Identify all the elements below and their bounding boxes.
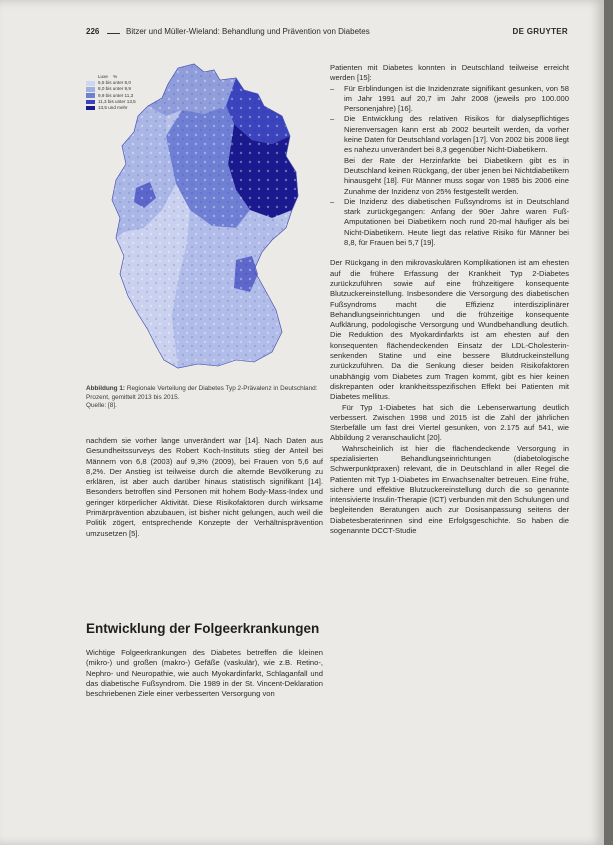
caption-source: Quelle: [8]. [86,402,117,410]
legend-swatch [86,100,95,105]
legend-item: 11,3 bis unter 13,5 [86,99,136,105]
caption-text: Regionale Verteilung der Diabetes Typ 2-Prävalenz in Deutschland: Prozent, gemittelt 2013 bis 2015. [86,385,318,401]
legend-swatch [86,81,95,86]
legend-item: 9,9 bis unter 11,3 [86,93,136,99]
prevalence-map-figure [86,60,318,378]
left-column-text-2 [86,648,323,699]
legend-item: 8,0 bis unter 9,9 [86,86,136,92]
bullet-list [330,84,569,249]
legend-item: 13,5 und mehr [86,105,136,111]
list-item: Bei der Rate der Herzinfarkte bei Diabetikern gibt es in Deutschland keinen Rückgang, der über jenen bei Nichtdiabetikern hinausgeht [18]. Für Männer muss sogar von 1985 bis 2006 eine Zunahme der Inzidenz von 25% festgestellt werden. [344,155,570,196]
page-number: 226 [86,27,100,36]
map-legend [86,74,136,111]
header-divider [107,33,120,34]
paragraph: Wahrscheinlich ist hier die flächendeckende Versorgung in spezialisierten Behandlungseinrichtungen (diabetologische Schwerpunktpraxen) relevant, die in Deutschland in aller Regel die Patienten mit Typ 1-Diabetes im Erwachsenalter betreuen. Eine frühe, sichere und effektive Blutzuckereinstellung durch die so genannte intensivierte Insulin-Therapie (ICT) verbunden mit den Schulungen und begleitenden Beratungen auch zur Dosisanpassung seitens der Diabetesberaterinnen sind eine Erfolgsgeschichte. So haben die sogenannte DCCT-Studie [330,443,569,536]
right-column-text [330,63,569,536]
legend-swatch [86,93,95,98]
legend-header: Luxe % [98,74,118,79]
left-column-text [86,436,323,539]
legend-swatch [86,87,95,92]
page-header [66,27,566,41]
caption-label: Abbildung 1: [86,385,126,392]
list-item: – Die Entwicklung des relativen Risikos für dialysepflichtiges Nierenversagen kann erst ab 2002 beurteilt werden, da vorher keine Daten für Deutschland vorlagen [17]. Von 2002 bis 2008 liegt es nahezu unverändert bei 8,3 gegenüber Nicht-Diabetikern. [330,114,570,155]
paragraph: Patienten mit Diabetes konnten in Deutschland teilweise erreicht werden [15]: [330,63,569,83]
running-title: Bitzer und Müller-Wieland: Behandlung und Prävention von Diabetes [126,27,370,36]
legend-item: 5,5 bis unter 8,0 [86,80,136,86]
figure-caption [86,385,318,411]
paragraph: Der Rückgang in den mikrovaskulären Komplikationen ist am ehesten auf die frühere Erfassung der Krankheit Typ 2-Diabetes zurückzuführen sowie auf eine frühzeitigere konsequente Blutzuckereinstellung. Insbesondere die Versorgung des diabetischen Fußsyndroms macht die Effizienz interdisziplinärer Behandlungseinrichtungen und die frühzeitige konsequente Aufklärung, podologische Versorgung und Wundbehandlung deutlich. Die Reduktion des Myokardinfarkts ist am ehesten auf den konsequenten flächendeckenden Einsatz der LDL-Cholesterin-senkenden Statine und eine bessere Blutdruckeinstellung zurückzuführen. Da die Senkung dieser beiden Risikofaktoren unabhängig vom Diabetes zum Tragen kommt, gibt es hier keinen diskrepanten oder krankheitsspezifischen Effekt bei Patienten mit Diabetes mellitus. [330,258,569,402]
list-item: – Für Erblindungen ist die Inzidenzrate signifikant gesunken, von 58 im Jahr 1991 auf 20,7 im Jahr 2008 (jeweils pro 100.000 Personenjahre) [16]. [330,83,569,114]
paragraph: nachdem sie vorher lange unverändert war [14]. Nach Daten aus Gesundheitssurveys des Robert Koch-Instituts stieg der Anteil bei Männern von 6,8 (2003) auf 9,3% (2009), bei Frauen von 5,6 auf 8,2%. Der Anstieg ist teilweise durch die alternde Bevölkerung zu erklären, ist aber auch darüber hinaus statistisch signifikant [14]. Besonders betroffen sind Personen mit hohem Body-Mass-Index und geringer körperlicher Aktivität. Diese Risikofaktoren durch wirksame Primärprävention abzubauen, ist bisher nicht gelungen, auch weil die Politik zögert, entsprechende Konzepte der Verhältnisprävention umzusetzen [5]. [86,436,323,538]
paragraph: Wichtige Folgeerkrankungen des Diabetes betreffen die kleinen (mikro-) und großen (makro-) Gefäße (vaskulär), wie z.B. Retino-, Nephro- und Neuropathie, wie auch Myokardinfarkt, Schlaganfall und das diabetische Fußsyndrom. Die 1989 in der St. Vincent-Deklaration beschriebenen Ziele einer verbesserten Versorgung von [86,648,323,699]
paragraph: Für Typ 1-Diabetes hat sich die Lebenserwartung deutlich verbessert. Zwischen 1998 und 2015 ist die Zahl der jährlichen Sterbefälle um fast drei Viertel gesunken, von 2.175 auf 541, wie Abbildung 2 veranschaulicht [20]. [330,402,569,443]
section-heading: Entwicklung der Folgeerkrankungen [86,621,320,636]
list-item: – Die Inzidenz des diabetischen Fußsyndroms ist in Deutschland stark zurückgegangen: Anfang der 90er Jahre waren Fuß-Amputationen bei Diabetikern noch rund 20-mal häufiger als bei Nicht-Diabetikern. Heute liegt das relative Risiko für Männer bei 8,8, für Frauen bei 5,7 [19]. [330,196,569,248]
publisher-logo: DE GRUYTER [512,27,568,36]
legend-swatch [86,106,95,111]
